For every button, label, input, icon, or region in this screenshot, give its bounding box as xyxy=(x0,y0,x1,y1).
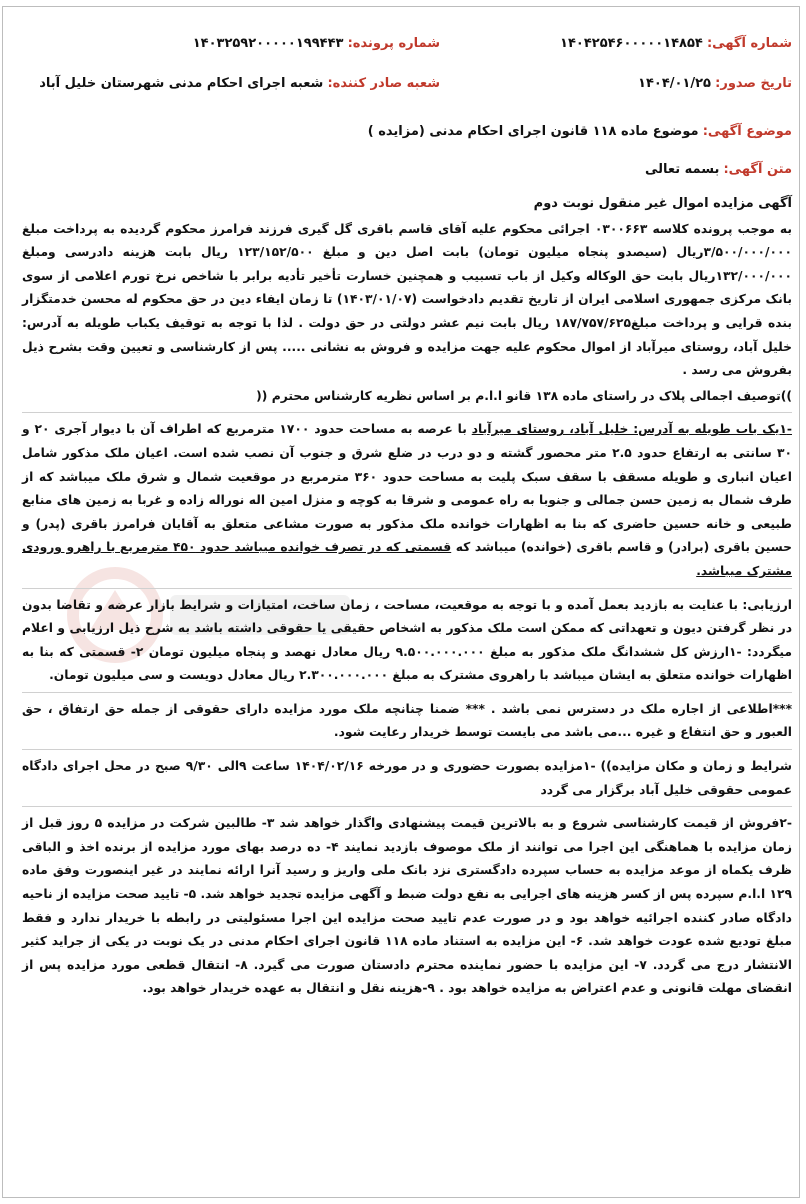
paragraph-evaluation: ارزیابی: با عنایت به بازدید بعمل آمده و با توجه به موقعیت، مساحت ، زمان ساخت، امتیازات و شرایط بازار عرضه و تقاضا بدون در نظر گرفتن دیون و تعهداتی که ممکن است ملک مذکور به اشخاص حقیقی یا حقوقی داشته باشد به شرح ذیل ارزیابی و اعلام میگردد: -۱ارزش کل ششدانگ ملک مذکور به مبلغ ۹.۵۰۰.۰۰۰.۰۰۰ ریال معادل نهصد و پنجاه میلیون تومان ۲- قسمتی که بنا به اظهارات خوانده متعلق به ایشان میباشد با راهروی مشترک به مبلغ ۲.۳۰۰.۰۰۰.۰۰۰ ریال معادل دویست و سی میلیون تومان. xyxy=(22,597,793,683)
issuer-label: شعبه صادر کننده: xyxy=(327,76,440,91)
notice-number-label: شماره آگهی: xyxy=(706,36,792,51)
notice-title: آگهی مزایده اموال غیر منقول نوبت دوم xyxy=(533,196,792,211)
notice-body xyxy=(22,192,792,1001)
paragraph-auction-time: شرایط و زمان و مکان مزایده)) -۱مزایده بصورت حضوری و در مورخه ۱۴۰۴/۰۲/۱۶ ساعت ۹الی ۹/۳۰ صبح در محل اجرای دادگاه عمومی حقوقی خلیل آباد برگزار می گردد xyxy=(22,759,792,797)
subject-label: موضوع آگهی: xyxy=(702,124,792,139)
divider xyxy=(22,412,792,413)
divider xyxy=(22,588,792,589)
property-item-address: -۱یک باب طویله به آدرس: خلیل آباد، روستای میرآباد xyxy=(471,422,792,437)
issue-date-label: تاریخ صدور: xyxy=(715,76,792,91)
property-item-share: قسمتی که در تصرف خوانده میباشد حدود ۴۵۰ مترمربع با راهرو ورودی مشترک میباشد. xyxy=(22,540,792,578)
subject-field xyxy=(368,124,792,139)
notice-number-field xyxy=(560,36,792,51)
subject: موضوع ماده ۱۱۸ قانون اجرای احکام مدنی (مزایده ) xyxy=(367,124,699,139)
issue-date-field xyxy=(638,76,792,91)
divider xyxy=(22,749,792,750)
text-intro: بسمه تعالی xyxy=(644,162,720,177)
issuer-field xyxy=(39,76,440,91)
case-number-field xyxy=(193,36,440,51)
issuer: شعبه اجرای احکام مدنی شهرستان خلیل آباد xyxy=(39,76,324,91)
property-item-text: با عرصه به مساحت حدود ۱۷۰۰ مترمربع که اطراف آن با دیوار آجری ۲۰ و ۳۰ سانتی به ارتفاع حدود ۲.۵ متر محصور گشته و دو درب در ضلع شرق و جنوب آن نصب شده است. اعیان ملک مذکور شامل اعیان انباری و طویله مسقف با سقف سبک پلیت به مساحت حدود ۳۶۰ مترمربع در موقعیت شمال و شرق ملک میباشد که از طرف شمال به زمین حسن جمالی و جنوبا به راه عمومی و شرقا به کوچه و منزل امین اله نوراله زاده و غربا به زمین های منابع طبیعی و خانه حسین حاضری که بنا به اظهارات خوانده ملک مذکور به صورت مشاعی متعلق به آقایان فرامرز باقری (پدر) و حسین باقری (برادر) و قاسم باقری (خوانده) میباشد که xyxy=(22,422,792,555)
paragraph-auction-terms: -۲فروش از قیمت کارشناسی شروع و به بالاترین قیمت پیشنهادی واگذار خواهد شد ۳- طالبین شرکت در مزایده ۵ روز قبل از زمان مزایده با هماهنگی این اجرا می توانند از ملک موصوف بازدید نمایند ۴- ده درصد بهای مورد مزایده از برنده اخذ و الباقی ظرف یکماه از موعد مزایده به حساب سپرده دادگستری نزد بانک ملی واریز و رسید آنرا ارائه نمایند در غیر اینصورت وفق ماده ۱۲۹ ا.ا.م سپرده پس از کسر هزینه های اجرایی به نفع دولت ضبط و آگهی مزایده تجدید خواهد شد. ۵- تایید صحت مزایده از ناحیه دادگاه صادر کننده اجرائیه خواهد بود و در صورت عدم تایید صحت مزایده این اجرا مسئولیتی در رابطه با خریدار ندارد و فقط مبلغ تودیع شده عودت خواهد شد. ۶- این مزایده به استناد ماده ۱۱۸ قانون اجرای احکام مدنی در یک نوبت در یکی از جراید کثیر الانتشار درج می گردد. ۷- این مزایده با حضور نماینده محترم دادستان صورت می گیرد. ۸- انتقال قطعی مورد مزایده پس از انقضای مهلت قانونی و عدم اعتراض به مزایده خواهد بود . ۹-هزینه نقل و انتقال به عهده خریدار خواهد بود. xyxy=(22,816,793,996)
text-label: متن آگهی: xyxy=(723,162,792,177)
paragraph-lease-info: ***اطلاعی از اجاره ملک در دسترس نمی باشد . *** ضمنا چنانچه ملک مورد مزایده دارای حقوقی از جمله حق ارتفاق ، حق العبور و حق انتفاع و غیره ...می باشد می بایست توسط خریدار رعایت شود. xyxy=(22,701,792,740)
case-number-label: شماره پرونده: xyxy=(347,36,440,51)
divider xyxy=(22,692,792,693)
paragraph-description-heading: ))توصیف اجمالی پلاک در راستای ماده ۱۳۸ قانو ا.ا.م بر اساس نظریه کارشناس محترم (( xyxy=(256,388,792,403)
issue-date: ۱۴۰۴/۰۱/۲۵ xyxy=(638,76,711,91)
case-number: ۱۴۰۳۲۵۹۲۰۰۰۰۰۱۹۹۴۴۳ xyxy=(192,36,344,51)
divider xyxy=(22,806,792,807)
paragraph-case-details: به موجب پرونده کلاسه ۰۳۰۰۶۶۳ اجرائی محکوم علیه آقای قاسم باقری گل گیری فرزند فرامرز محکوم گردیده به پرداخت مبلغ ۳/۵۰۰/۰۰۰/۰۰۰ریال (سیصدو پنجاه میلیون تومان) بابت اصل دین و مبلغ ۱۲۳/۱۵۲/۵۰۰ ریال بابت هزینه دادرسی ومبلغ ۱۳۲/۰۰۰/۰۰۰ریال بابت حق الوکاله وکیل از باب تسبیب و همچنین خسارت تأخیر تأدیه برابر با شاخص نرخ تورم اعلامی از سوی بانک مرکزی جمهوری اسلامی ایران از تاریخ تقدیم دادخواست (۱۴۰۳/۰۱/۰۷) تا زمان ایفاء دین در حق محکوم له محسن خدمتگزار بنده قرایی و پرداخت مبلغ۱۸۷/۷۵۷/۶۲۵ ریال بابت نیم عشر دولتی در حق دولت . لذا با توجه به توقیف یکباب طویله به آدرس: خلیل آباد، روستای میرآباد از اموال محکوم علیه جهت مزایده و فروش به نشانی ..... پس از کارشناسی و تعیین وقت بشرح ذیل بفروش می رسد . xyxy=(22,221,792,378)
text-intro-field xyxy=(645,162,792,177)
paragraph-property-item xyxy=(22,418,792,583)
notice-number: ۱۴۰۴۲۵۴۶۰۰۰۰۰۱۴۸۵۴ xyxy=(560,36,703,51)
